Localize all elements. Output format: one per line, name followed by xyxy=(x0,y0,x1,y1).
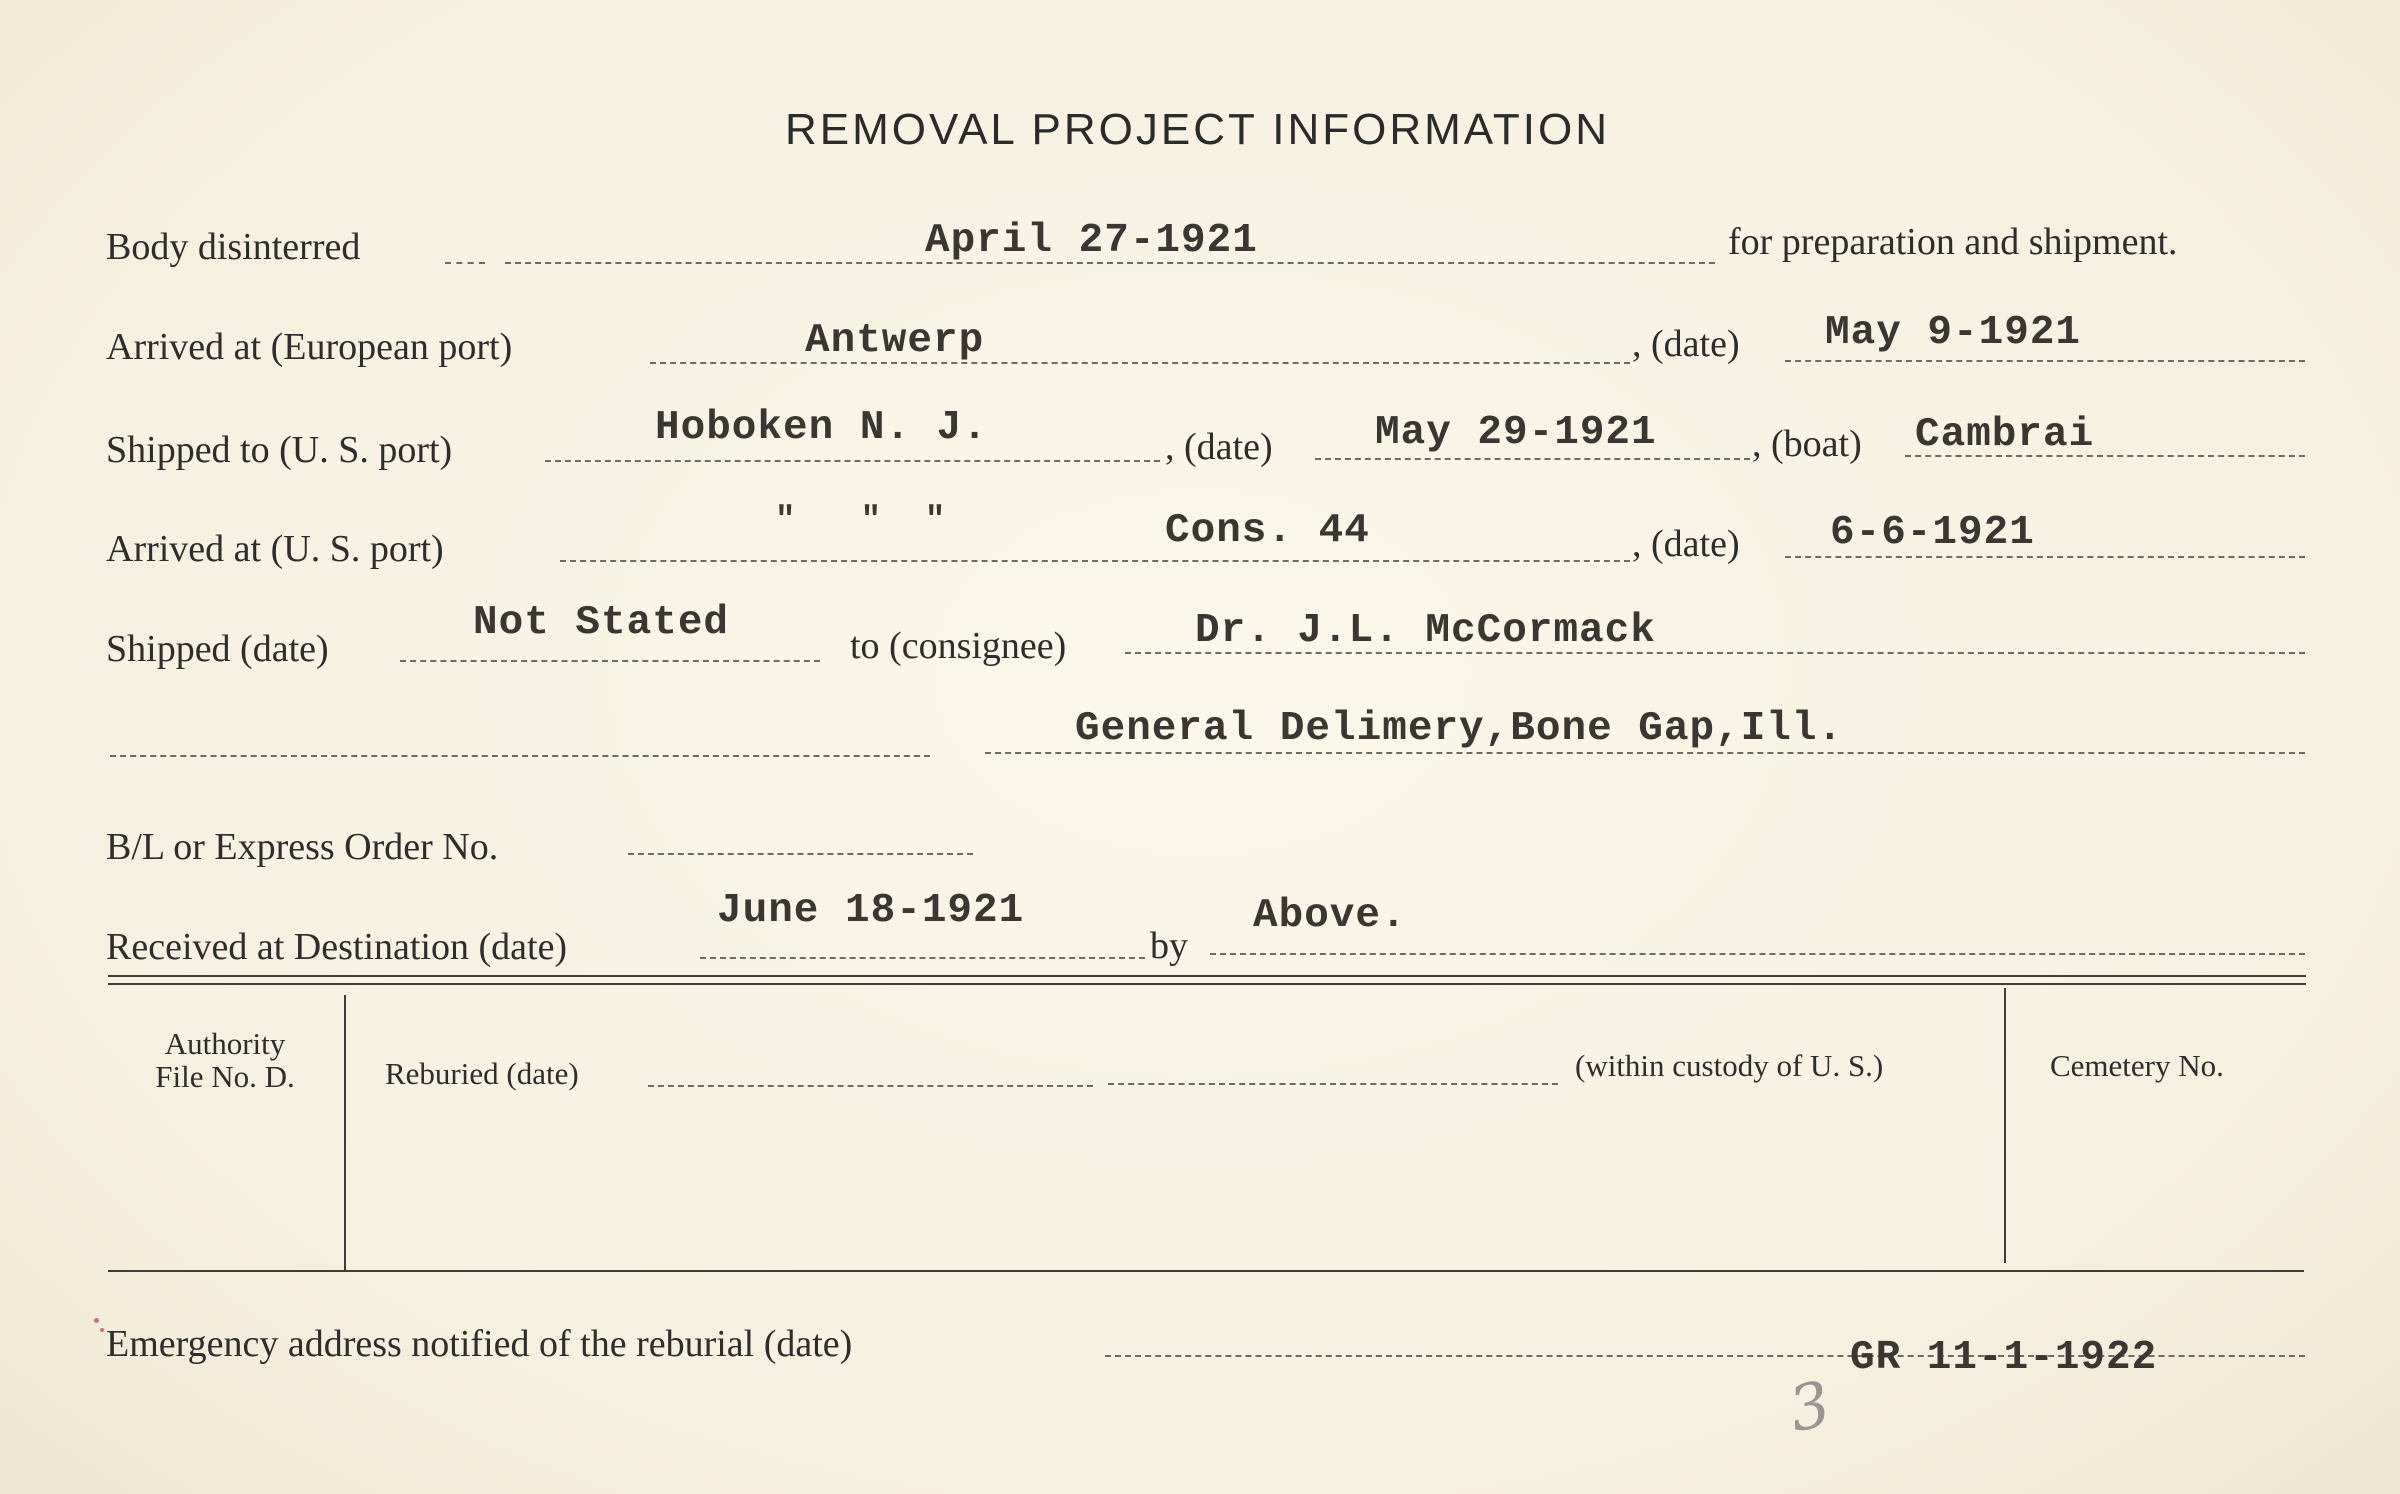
value-european-date: May 9-1921 xyxy=(1825,310,2082,356)
label-bl-express: B/L or Express Order No. xyxy=(106,826,499,868)
card-title: REMOVAL PROJECT INFORMATION xyxy=(785,105,1610,154)
value-shipped-date: May 29-1921 xyxy=(1375,410,1657,456)
dotted-line xyxy=(545,460,1160,462)
label-shipped-to-us-port: Shipped to (U. S. port) xyxy=(106,429,453,471)
label-received-by: by xyxy=(1150,925,1188,967)
label-shipped-date2: Shipped (date) xyxy=(106,628,329,670)
value-consignee: Dr. J.L. McCormack xyxy=(1195,608,1656,654)
label-shipped-date: , (date) xyxy=(1165,426,1273,468)
ink-speck xyxy=(100,1328,104,1332)
label-emergency-address: Emergency address notified of the reburial (date) xyxy=(106,1323,853,1365)
value-us-port: Hoboken N. J. xyxy=(655,405,988,451)
table-top-rule xyxy=(108,975,2306,977)
label-to-consignee: to (consignee) xyxy=(850,625,1067,667)
dotted-line xyxy=(985,752,2305,754)
value-consignee-address: General Delimery,Bone Gap,Ill. xyxy=(1075,706,1844,752)
table-divider-left xyxy=(344,995,346,1270)
label-arrived-us-port: Arrived at (U. S. port) xyxy=(106,528,444,570)
dotted-line xyxy=(400,660,820,662)
dotted-line xyxy=(1108,1083,1558,1085)
value-received-date: June 18-1921 xyxy=(717,888,1025,934)
label-received-destination: Received at Destination (date) xyxy=(106,926,568,968)
dotted-line xyxy=(445,262,485,264)
value-boat: Cambrai xyxy=(1915,412,2095,458)
table-top-rule-2 xyxy=(108,983,2306,985)
dotted-line xyxy=(560,560,1630,562)
label-file-no: File No. D. xyxy=(155,1058,295,1094)
dotted-line xyxy=(110,755,930,757)
table-divider-right xyxy=(2004,988,2006,1263)
value-emergency-date: GR 11-1-1922 xyxy=(1850,1335,2158,1381)
label-authority: Authority xyxy=(164,1026,286,1061)
ink-speck xyxy=(94,1318,99,1323)
value-arrived-date: 6-6-1921 xyxy=(1830,510,2035,556)
dotted-line xyxy=(1785,556,2305,558)
value-shipped-date2: Not Stated xyxy=(473,600,730,646)
value-body-disinterred: April 27-1921 xyxy=(925,218,1258,264)
dotted-line xyxy=(650,362,1630,364)
label-european-date: , (date) xyxy=(1632,323,1740,365)
label-reburied: Reburied (date) xyxy=(385,1056,579,1091)
label-arrived-european-port: Arrived at (European port) xyxy=(106,326,513,368)
table-bottom-rule xyxy=(108,1270,2304,1272)
dotted-line xyxy=(1210,953,2305,955)
label-arrived-date: , (date) xyxy=(1632,523,1740,565)
label-within-custody: (within custody of U. S.) xyxy=(1575,1048,1884,1083)
dotted-line xyxy=(1785,360,2305,362)
dotted-line xyxy=(1315,458,1750,460)
label-cemetery-no: Cemetery No. xyxy=(2050,1048,2224,1083)
label-boat: , (boat) xyxy=(1752,423,1862,465)
value-arrived-ditto: " " " xyxy=(775,502,947,540)
label-body-disinterred: Body disinterred xyxy=(106,226,361,268)
dotted-line xyxy=(628,853,973,855)
value-received-by: Above. xyxy=(1253,893,1407,939)
label-for-preparation: for preparation and shipment. xyxy=(1728,221,2178,263)
dotted-line xyxy=(700,957,1145,959)
handwritten-mark: 3 xyxy=(1782,1366,1837,1447)
label-authority-file xyxy=(120,1028,330,1093)
value-european-port: Antwerp xyxy=(805,318,985,364)
dotted-line xyxy=(648,1085,1093,1087)
value-arrived-cons: Cons. 44 xyxy=(1165,508,1370,554)
